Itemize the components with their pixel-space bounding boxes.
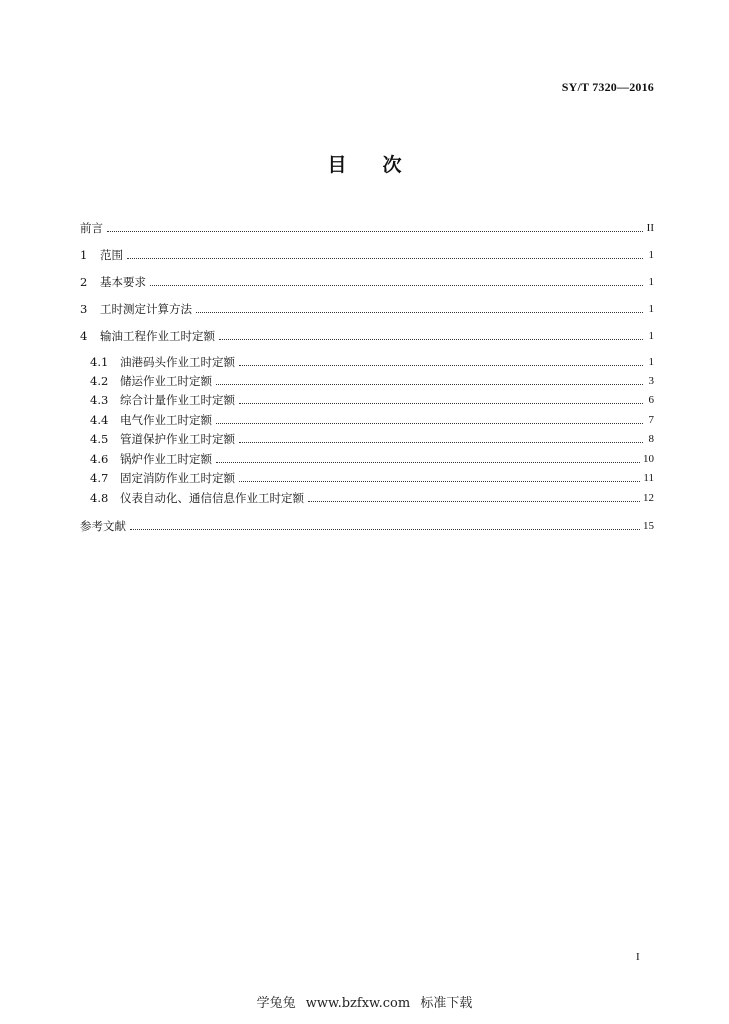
toc-entry-page: 6 bbox=[648, 394, 654, 406]
toc-entry-number: 2 bbox=[80, 275, 88, 289]
toc-entry-label: 工时测定计算方法 bbox=[100, 302, 192, 316]
leader-dots bbox=[216, 461, 640, 463]
toc-entry-page: 1 bbox=[648, 356, 654, 368]
toc-entry-page: 15 bbox=[643, 520, 654, 532]
toc-entry-4-4[interactable] bbox=[90, 412, 654, 428]
toc-entry-calculation-methods[interactable] bbox=[80, 301, 654, 317]
toc-entry-4-2[interactable] bbox=[90, 373, 654, 389]
page-number: I bbox=[636, 951, 640, 963]
toc-entry-4-1[interactable] bbox=[90, 354, 654, 370]
leader-dots bbox=[239, 364, 643, 366]
toc-entry-4-8[interactable] bbox=[90, 490, 654, 506]
toc-entry-number: 4.7 bbox=[90, 471, 109, 485]
toc-entry-references[interactable] bbox=[80, 518, 654, 534]
toc-title-char-1: 目 bbox=[327, 154, 347, 176]
leader-dots bbox=[127, 257, 643, 259]
toc-entry-4-3[interactable] bbox=[90, 392, 654, 408]
standard-code: SY/T 7320—2016 bbox=[561, 80, 654, 94]
toc-entry-foreword[interactable] bbox=[80, 220, 654, 236]
leader-dots bbox=[216, 422, 643, 424]
leader-dots bbox=[216, 383, 643, 385]
toc-entry-page: 1 bbox=[648, 303, 654, 315]
toc-entry-page: 7 bbox=[648, 414, 654, 426]
toc-entry-page: 3 bbox=[648, 375, 654, 387]
toc-entry-oil-transport-quotas[interactable] bbox=[80, 328, 654, 344]
toc-entry-number: 4 bbox=[80, 329, 88, 343]
toc-entry-4-7[interactable] bbox=[90, 470, 654, 486]
leader-dots bbox=[150, 284, 643, 286]
leader-dots bbox=[130, 528, 640, 530]
toc-entry-number: 4.6 bbox=[90, 452, 109, 466]
toc-entry-basic-requirements[interactable] bbox=[80, 274, 654, 290]
toc-entry-page: 1 bbox=[648, 249, 654, 261]
toc-title-char-2: 次 bbox=[382, 154, 402, 176]
toc-entry-page: 1 bbox=[648, 330, 654, 342]
toc-entry-label: 前言 bbox=[80, 221, 103, 235]
toc-entry-label: 仪表自动化、通信信息作业工时定额 bbox=[120, 491, 304, 505]
toc-entry-number: 1 bbox=[80, 248, 88, 262]
toc-entry-label: 储运作业工时定额 bbox=[120, 374, 212, 388]
toc-entry-number: 4.5 bbox=[90, 432, 109, 446]
toc-entry-label: 范围 bbox=[100, 248, 123, 262]
toc-entry-4-6[interactable] bbox=[90, 451, 654, 467]
toc-entry-scope[interactable] bbox=[80, 247, 654, 263]
footer-watermark bbox=[0, 992, 729, 1011]
toc-entry-page: 12 bbox=[643, 492, 654, 504]
toc-entry-label: 参考文献 bbox=[80, 519, 126, 533]
toc-entry-number: 4.8 bbox=[90, 491, 109, 505]
toc-entry-number: 4.1 bbox=[90, 355, 109, 369]
toc-entry-label: 综合计量作业工时定额 bbox=[120, 393, 235, 407]
toc-entry-page: 8 bbox=[648, 433, 654, 445]
leader-dots bbox=[196, 311, 643, 313]
toc-entry-number: 4.2 bbox=[90, 374, 109, 388]
toc-entry-label: 管道保护作业工时定额 bbox=[120, 432, 235, 446]
leader-dots bbox=[239, 402, 643, 404]
toc-entry-number: 3 bbox=[80, 302, 88, 316]
footer-tagline: 标准下载 bbox=[420, 996, 473, 1011]
toc-entry-page: II bbox=[646, 222, 654, 234]
leader-dots bbox=[107, 230, 643, 232]
leader-dots bbox=[239, 441, 643, 443]
leader-dots bbox=[308, 500, 640, 502]
toc-entry-label: 锅炉作业工时定额 bbox=[120, 452, 212, 466]
toc-entry-number: 4.3 bbox=[90, 393, 109, 407]
toc-title bbox=[0, 150, 729, 177]
toc-entry-page: 1 bbox=[648, 276, 654, 288]
toc-entry-page: 10 bbox=[643, 453, 654, 465]
footer-url[interactable]: www.bzfxw.com bbox=[305, 996, 411, 1011]
toc-entry-4-5[interactable] bbox=[90, 431, 654, 447]
toc-entry-label: 固定消防作业工时定额 bbox=[120, 471, 235, 485]
toc-entry-label: 油港码头作业工时定额 bbox=[120, 355, 235, 369]
footer-site-name: 学兔兔 bbox=[256, 996, 296, 1011]
leader-dots bbox=[239, 480, 640, 482]
toc-entry-page: 11 bbox=[643, 472, 654, 484]
toc-entry-label: 电气作业工时定额 bbox=[120, 413, 212, 427]
toc-entry-label: 输油工程作业工时定额 bbox=[100, 329, 215, 343]
leader-dots bbox=[219, 338, 643, 340]
toc-entry-number: 4.4 bbox=[90, 413, 109, 427]
toc-entry-label: 基本要求 bbox=[100, 275, 146, 289]
